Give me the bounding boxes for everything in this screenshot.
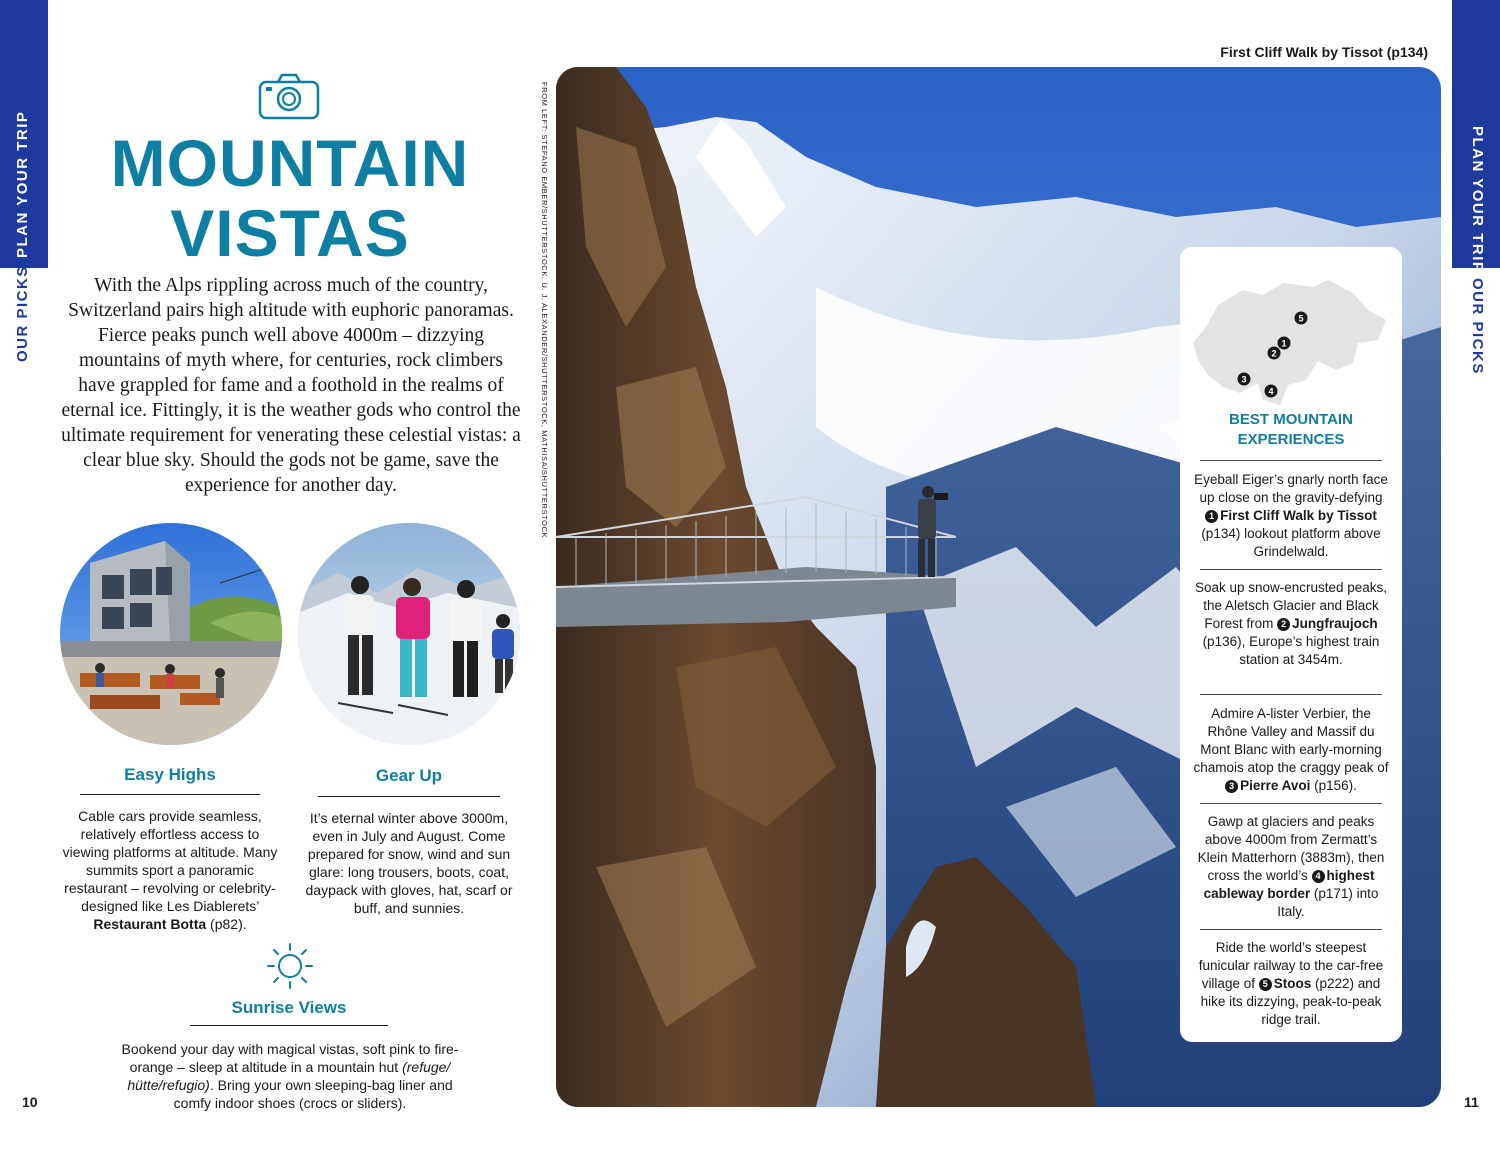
experience-item: Gawp at glaciers and peaks above 4000m from Zermatt’s Klein Matterhorn (3883m), then cross the world’s 4 highest cableway border (p171) into Italy. — [1197, 814, 1385, 919]
map-marker-2: 2 — [1271, 348, 1277, 359]
card-title-line-1: BEST MOUNTAIN — [1229, 411, 1353, 428]
map-marker-3: 3 — [1241, 374, 1247, 385]
sun-icon — [266, 942, 314, 990]
intro-paragraph: With the Alps rippling across much of the country, Switzerland pairs high altitude with euphoric panoramas. Fierce peaks punch well above 4000m – dizzying mountains of myth where, for centuries, rock climbers have grappled for fame and a foothold in the realms of eternal ice. Fittingly, it is the weather gods who control the ultimate requirement for venerating these celestial vistas: a clear blue sky. Should the gods not be game, save the experience for another day. — [61, 275, 521, 496]
card-divider — [1200, 694, 1382, 695]
easy-highs-photo — [60, 523, 282, 745]
easy-highs-text: Cable cars provide seamless, relatively effortless access to viewing platforms at altitude. Many summits sport a panoramic restaurant – revolving or celebrity-designed like Les Diablerets’ Restaurant Botta (p82). — [62, 808, 278, 932]
card-divider — [1200, 803, 1382, 804]
sunrise-views-rule — [190, 1025, 388, 1026]
left-tab-plan-your-trip[interactable]: PLAN YOUR TRIP — [14, 110, 31, 258]
card-divider — [1200, 569, 1382, 570]
card-title-line-2: EXPERIENCES — [1237, 431, 1345, 448]
page-number-right: 11 — [1464, 1094, 1479, 1110]
gear-up-photo — [298, 523, 520, 745]
title-line-2: VISTAS — [170, 196, 410, 270]
switzerland-map — [1188, 265, 1394, 405]
card-title — [1180, 410, 1402, 450]
easy-highs-heading: Easy Highs — [124, 765, 216, 784]
left-side-tab — [0, 0, 48, 1154]
left-tab-our-picks[interactable]: OUR PICKS — [14, 265, 31, 362]
right-tab-our-picks[interactable]: OUR PICKS — [1469, 278, 1486, 375]
map-marker-4: 4 — [1268, 386, 1274, 397]
experience-item: Ride the world’s steepest funicular railway to the car-free village of 5 Stoos (p222) and hike its dizzying, peak-to-peak ridge trail. — [1198, 940, 1384, 1027]
map-marker-1: 1 — [1281, 338, 1287, 349]
gear-up-rule — [318, 796, 500, 797]
sunrise-views-text: Bookend your day with magical vistas, soft pink to fire-orange – sleep at altitude in a mountain hut (refuge/ hütte/refugio). Bring your own sleeping-bag liner and comfy indoor shoes (crocs or sliders). — [121, 1041, 459, 1111]
experience-item: Eyeball Eiger’s gnarly north face up close on the gravity-defying 1 First Cliff Walk by Tissot (p134) lookout platform above Grindelwald. — [1194, 472, 1388, 559]
photo-credit — [537, 82, 551, 539]
easy-highs-rule — [80, 794, 260, 795]
experience-item: Admire A-lister Verbier, the Rhône Valley and Massif du Mont Blanc with early-morning chamois atop the craggy peak of 3 Pierre Avoi (p156). — [1193, 706, 1389, 793]
photo-caption: First Cliff Walk by Tissot (p134) — [1220, 44, 1428, 60]
title-line-1: MOUNTAIN — [110, 126, 470, 200]
gear-up-heading: Gear Up — [375, 766, 443, 785]
map-marker-5: 5 — [1298, 313, 1304, 324]
page-title — [80, 128, 500, 268]
card-divider — [1200, 460, 1382, 461]
camera-icon — [258, 72, 320, 120]
gear-up-text: It’s eternal winter above 3000m, even in July and August. Come prepared for snow, wind and sun glare: long trousers, boots, coat, daypack with gloves, hat, scarf or buff, and sunnies. — [305, 810, 513, 916]
best-experiences-card — [1180, 247, 1402, 1042]
right-tab-plan-your-trip[interactable]: PLAN YOUR TRIP — [1469, 126, 1486, 274]
card-divider — [1200, 929, 1382, 930]
sunrise-views-heading: Sunrise Views — [231, 998, 347, 1017]
right-side-tab — [1452, 0, 1500, 1154]
photo-credit-text: FROM LEFT: STEFANO EMBER/SHUTTERSTOCK, U. J. ALEXANDER/SHUTTERSTOCK, MATHISA/SHUTTERSTOCK — [540, 82, 549, 539]
experience-item: Soak up snow-encrusted peaks, the Aletsch Glacier and Black Forest from 2 Jungfraujoch (p136), Europe’s highest train station at 3454m. — [1194, 580, 1388, 667]
page-number-left: 10 — [22, 1094, 38, 1110]
